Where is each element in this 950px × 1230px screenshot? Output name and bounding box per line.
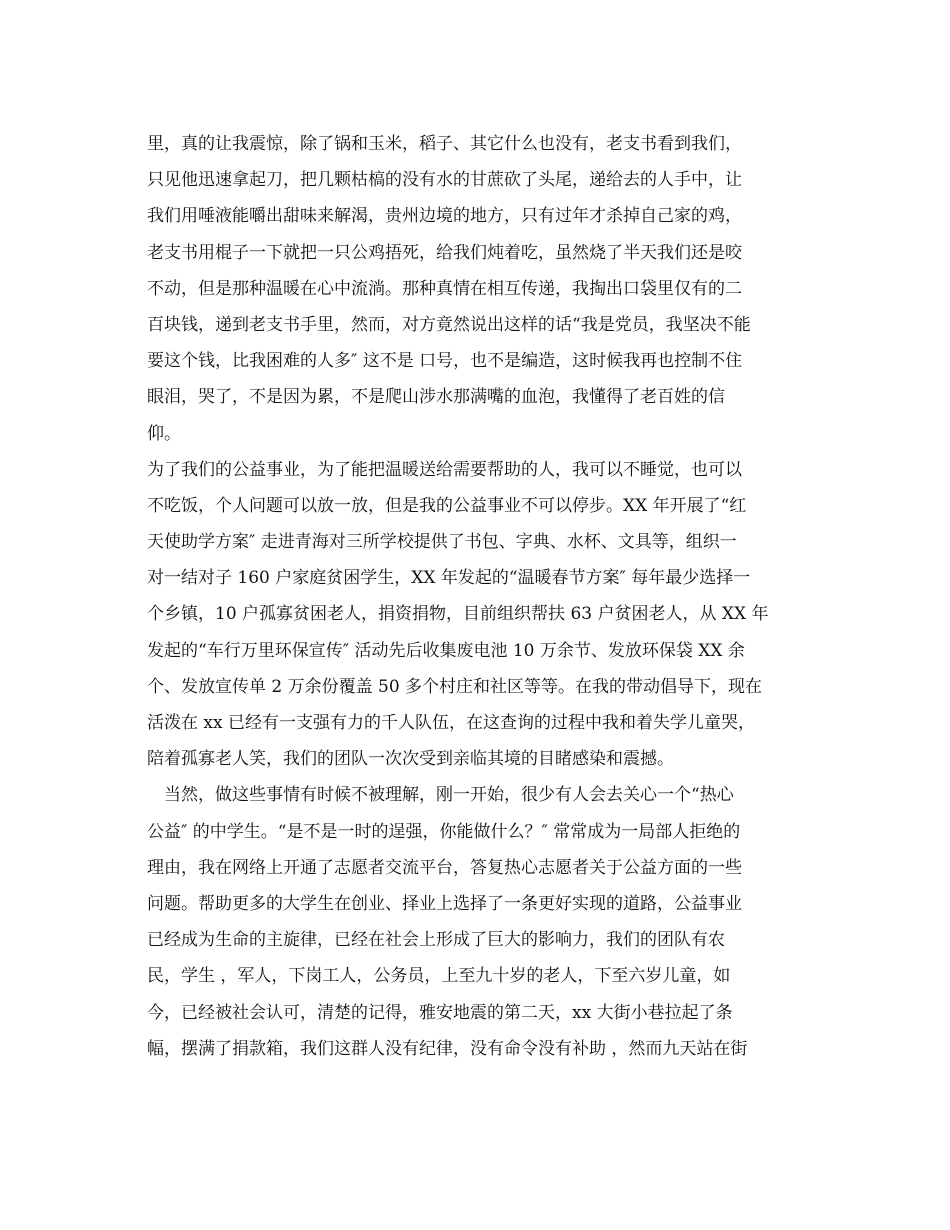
text-line: 当然，做这些事情有时候不被理解，刚一开始，很少有人会去关心一个“热心: [147, 785, 734, 806]
text-line: 幅，摆满了捐款箱，我们这群人没有纪律，没有命令没有补助 ，然而九天站在街: [147, 1038, 748, 1059]
text-line: 眼泪，哭了，不是因为累，不是爬山涉水那满嘴的血泡，我懂得了老百姓的信: [147, 387, 725, 408]
text-line: 理由，我在网络上开通了志愿者交流平台，答复热心志愿者关于公益方面的一些: [147, 857, 742, 878]
text-line: 只见他迅速拿起刀，把几颗枯槁的没有水的甘蔗砍了头尾，递给去的人手中，让: [147, 170, 742, 191]
text-line: 已经成为生命的主旋律，已经在社会上形成了巨大的影响力，我们的团队有农: [147, 930, 725, 951]
text-line: 发起的“车行万里环保宣传″ 活动先后收集废电池 10 万余节、发放环保袋 XX 余: [147, 640, 745, 661]
text-line: 天使助学方案″ 走进青海对三所学校提供了书包、字典、水杯、文具等，组织一: [147, 532, 737, 553]
text-line: 仰。: [147, 423, 181, 444]
text-line: 要这个钱，比我困难的人多″ 这不是 口号，也不是编造，这时候我再也控制不住: [147, 351, 743, 372]
text-line: 我们用唾液能嚼出甜味来解渴，贵州边境的地方，只有过年才杀掉自己家的鸡，: [147, 206, 742, 227]
text-line: 陪着孤寡老人笑，我们的团队一次次受到亲临其境的目睹感染和震撼。: [147, 749, 674, 770]
text-line: 为了我们的公益事业，为了能把温暖送给需要帮助的人，我可以不睡觉，也可以: [147, 459, 742, 480]
text-line: 百块钱，递到老支书手里，然而，对方竟然说出这样的话“我是党员，我坚决不能: [147, 314, 751, 335]
body-text: [147, 126, 807, 1067]
text-line: 民，学生 ，军人，下岗工人，公务员，上至九十岁的老人，下至六岁儿童，如: [147, 966, 731, 987]
text-line: 个、发放宣传单 2 万余份覆盖 50 多个村庄和社区等等。在我的带动倡导下，现在: [147, 676, 763, 697]
text-line: 里，真的让我震惊，除了锅和玉米，稻子、其它什么也没有，老支书看到我们，: [147, 134, 742, 154]
text-line: 公益″ 的中学生。“是不是一时的逞强，你能做什么？″ 常常成为一局部人拒绝的: [147, 821, 741, 842]
text-line: 老支书用棍子一下就把一只公鸡捂死，给我们炖着吃，虽然烧了半天我们还是咬: [147, 242, 742, 263]
text-line: 问题。帮助更多的大学生在创业、择业上选择了一条更好实现的道路，公益事业: [147, 893, 742, 914]
text-line: 不吃饭，个人问题可以放一放，但是我的公益事业不可以停步。XX 年开展了“红: [147, 495, 747, 516]
text-line: 个乡镇，10 户孤寡贫困老人，捐资捐物，目前组织帮扶 63 户贫困老人，从 XX 年: [147, 604, 769, 625]
text-line: 对一结对子 160 户家庭贫困学生，XX 年发起的“温暖春节方案″ 每年最少选择一: [147, 568, 751, 589]
text-line: 活泼在 xx 已经有一支强有力的千人队伍，在这查询的过程中我和着失学儿童哭，: [147, 713, 755, 733]
text-line: 不动，但是那种温暖在心中流淌。那种真情在相互传递，我掏出口袋里仅有的二: [147, 278, 742, 299]
text-line: 今，已经被社会认可，清楚的记得，雅安地震的第二天，xx 大街小巷拉起了条: [147, 1002, 733, 1023]
